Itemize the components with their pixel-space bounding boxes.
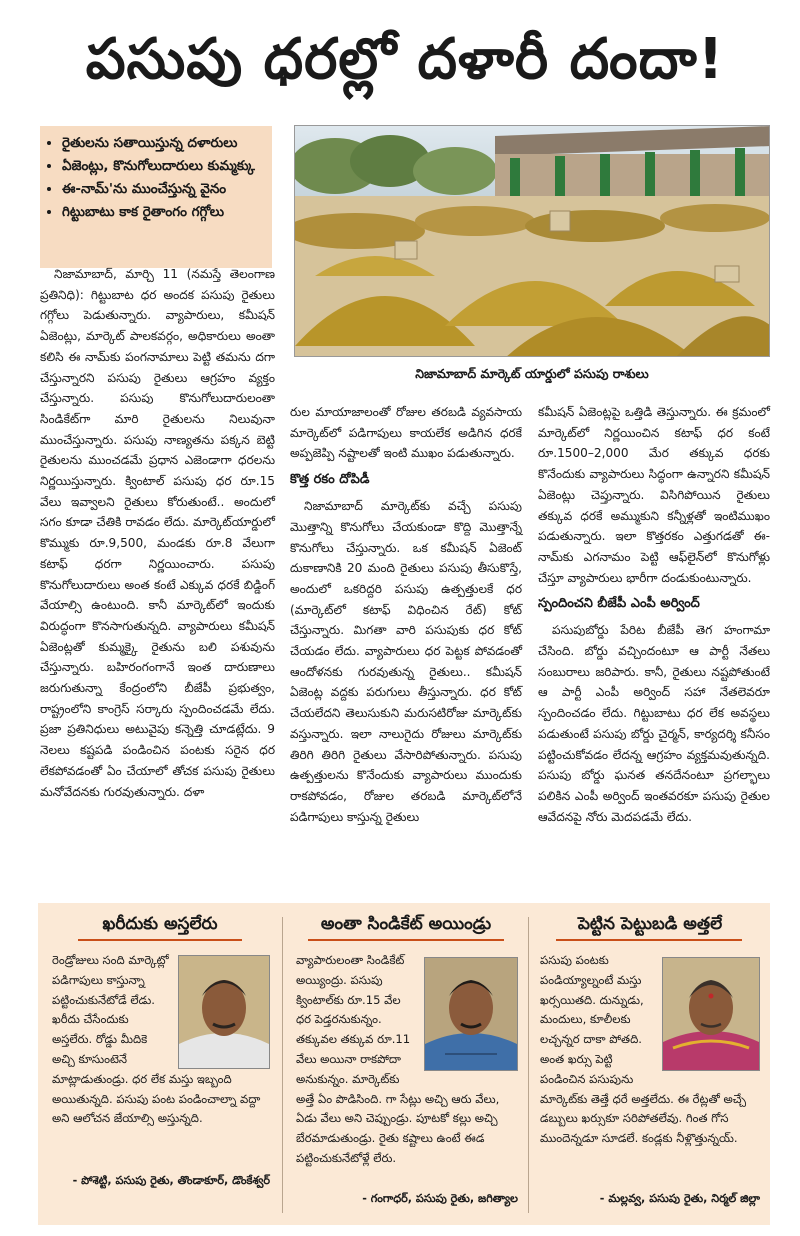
article-column-3	[538, 402, 770, 827]
farmer-quotes-box	[38, 903, 770, 1225]
quote-signature: - మల్లవ్వ, పసుపు రైతు, నిర్మల్ జిల్లా	[599, 1192, 760, 1205]
quote-title: పెట్టిన పెట్టుబడి అత్తలే	[577, 914, 723, 934]
quote-text: రెండ్రోజులు సంది మార్కెట్లో పడిగాపులు కాస్తున్నా పట్టించుకునేటోడే లేడు. ఖరీదు చేసేందుకు అస్తలేరు. రోడ్డు మీదికె అచ్చి కూసుంటెనే మాట్లాడుతుండ్రు. ధర లేక మస్తు ఇబ్బంది అయితున్నది. పసుపు పంట పండించాల్నా వద్దా అని ఆలోచన జేయాల్సి అస్తున్నది.	[52, 953, 261, 1126]
article-paragraph: నిజామాబాద్ మార్కెట్‌కు వచ్చే పసుపు మొత్తాన్ని కొనుగోలు చేయకుండా కొద్ది మొత్తాన్నే కొనుగోలు చేస్తున్నారు. ఒక కమీషన్ ఏజెంట్ దుకాణానికి 20 మంది రైతులు పసుపు తీసుకొస్తే, అందులో ఒకరిద్దరి పసుపు ఉత్పత్తులకే ధర (మార్కెట్‌లో కటాఫ్ విధించిన రేట్) కోట్ చేస్తున్నారు. మిగతా వారి పసుపుకు ధర కోట్ చేయడం లేదు. వ్యాపారులు ధర పెట్టక పోవడంతో ఆందోళనకు గురవుతున్న రైతులు.. కమీషన్ ఏజెంట్ల వద్దకు పరుగులు తీస్తున్నారు. ధర కోట్ చేయలేదని తెలుసుకుని మరుసటిరోజు మార్కెట్‌కు వస్తున్నారు. ఇలా నాలుగైదు రోజులు మార్కెట్‌కు తిరిగి తిరిగి రైతులు వేసారిపోతున్నారు. పసుపు ఉత్పత్తులను కొనేందుకు వ్యాపారులు ముందుకు రాకపోవడం, రోజుల తరబడి మార్కెట్‌లోనే పడిగాపులు కాస్తున్న రైతులు	[290, 499, 522, 824]
highlight-item: • ఈ-నామ్‌'ను ముంచేస్తున్న వైనం	[62, 178, 264, 201]
turmeric-heaps-illustration	[295, 126, 770, 357]
article-paragraph: నిజామాబాద్, మార్చి 11 (నమస్తే తెలంగాణ ప్రతినిధి): గిట్టుబాట ధర అందక పసుపు రైతులు గగ్గోలు పెడుతున్నారు. వ్యాపారులు, కమీషన్ ఏజెంట్లు, మార్కెట్ పాలకవర్గం, అధికారులు అంతా కలిసి ఈ నామ్‌కు పంగనామాలు పెట్టి తమను దగా చేస్తున్నారని పసుపు రైతులు ఆగ్రహం వ్యక్తం చేస్తున్నారు. పసుపు కొనుగోలుదారులంతా సిండికేట్‌గా మారి రైతులను నిలువునా ముంచేస్తున్నారు. పసుపు నాణ్యతను పక్కన బెట్టి రైతులను ముంచడమే ప్రధాన ఎజెండాగా ధరలను నిర్ణయిస్తున్నారు. క్వింటాల్ పసుపు ధర రూ.15 వేలు ఇవ్వాలని రైతులు కోరుతుంటే.. అందులో సగం కూడా చేతికి రావడం లేదు. మార్కెట్‌యార్డులో కొమ్ముకు రూ.9,500, మండకు రూ.8 వేలుగా కటాఫ్ ధరగా నిర్ణయించారు. పసుపు కొనుగోలుదారులు అంత కంటే ఎక్కువ ధరకే బిడ్డింగ్ వేయాల్సి ఉంటుంది. కానీ మార్కెట్‌లో ఇందుకు విరుద్ధంగా కొనసాగుతున్నది. వ్యాపారులు కమీషన్ ఏజెంట్లతో కుమ్మక్కై రైతును బలి పశువును చేస్తున్నారు. బహిరంగంగానే ఇంత దారుణాలు జరుగుతున్నా కేంద్రంలోని బీజేపీ ప్రభుత్వం, రాష్ట్రంలోని కాంగ్రెస్ సర్కారు స్పందించడమే లేదు. ప్రజా ప్రతినిధులు అటువైపు కన్నెత్తి చూడట్లేదు. 9 నెలలు కష్టపడి పండించిన పంటకు సరైన ధర లేకపోవడంతో ఏం చేయాలో తోచక పసుపు రైతులు మనోవేదనకు గురవుతున్నారు. దళా	[40, 267, 275, 799]
quote-title: ఖరీదుకు అస్తలేరు	[102, 914, 218, 934]
quote-text: పసుపు పంటకు పండియ్యాల్నంటే మస్తు ఖర్సయితది. దున్నుడు, మందులు, కూలీలకు లచ్చన్నర దాకా పోతది. అంత ఖర్సు పెట్టి పండించిన పసుపును మార్కెట్‌కు తెత్తే ధరే అత్తలేదు. ఈ రేట్లతో అచ్చే డబ్బులు ఖర్సుకూ సరిపోతలేవు. గింత గోస ముందెన్నడూ సూడలే. కండ్లకు నీళ్లొత్తున్నయ్.	[540, 953, 747, 1146]
highlights-box	[40, 126, 272, 268]
quote-title: అంతా సిండికేట్ అయిండ్రు	[320, 914, 492, 934]
article-column-2	[290, 402, 522, 827]
quote-text-area	[296, 951, 518, 1181]
highlight-item: • ఏజెంట్లు, కొనుగోలుదారులు కుమ్మక్కు	[62, 155, 264, 178]
farmer-portrait	[424, 957, 518, 1071]
article-paragraph: రుల మాయాజాలంతో రోజుల తరబడి వ్యవసాయ మార్కెట్‌లో పడిగాపులు కాయలేక అడిగిన ధరకే అప్పజెప్పి నష్టాలతో ఇంటి ముఖం పడుతున్నారు.	[290, 405, 522, 461]
quote-signature: - పోశెట్టి, పసుపు రైతు, తొండాకూర్, డొంకేశ్వర్	[72, 1174, 270, 1187]
highlight-item: • రైతులను సతాయిస్తున్న దళారులు	[62, 132, 264, 155]
quote-panel	[530, 903, 770, 1225]
title-underline	[308, 939, 504, 941]
panel-divider	[528, 917, 529, 1213]
title-underline	[556, 939, 742, 941]
quote-text: వ్యాపారులంతా సిండికేట్ అయ్యింద్రు. పసుపు క్వింటాల్‌కు రూ.15 వేల ధర పెడ్తరనుకున్నం. తక్కువల తక్కువ రూ.11 వేలు అయినా రాకపోదా అనుకున్నం. మార్కెట్‌కు అత్తే ఏం పొడిసింది. గా సేట్లు అచ్చి ఆరు వేలు, ఏడు వేలు అని చెప్పుండ్రు. పూటకో కల్లు అచ్చి బేరమాడుతుండ్రు. రైతు కష్టాలు ఉంటే ఈడ పట్టించుకునేటోళ్లే లేరు.	[296, 953, 500, 1165]
article-column-1	[40, 264, 275, 802]
quote-text-area	[52, 951, 270, 1171]
photo-caption: నిజామాబాద్ మార్కెట్ యార్డులో పసుపు రాశులు	[415, 366, 649, 381]
highlight-item: • గిట్టుబాటు కాక రైతాంగం గగ్గోలు	[62, 201, 264, 224]
market-yard-photo	[294, 125, 770, 357]
headline: పసుపు ధరల్లో దళారీ దందా!	[85, 27, 725, 92]
quote-panel	[284, 903, 528, 1225]
subheading: స్పందించని బీజేపీ ఎంపీ అర్వింద్	[538, 596, 700, 612]
quote-text-area	[540, 951, 760, 1181]
panel-divider	[282, 917, 283, 1213]
article-paragraph: కమీషన్ ఏజెంట్లపై ఒత్తిడి తెస్తున్నారు. ఈ క్రమంలో మార్కెట్‌లో నిర్ణయించిన కటాఫ్ ధర కంటే రూ.1500–2,000 మేర తక్కువ ధరకు కొనేందుకు వ్యాపారులు సిద్ధంగా ఉన్నారని కమీషన్ ఏజెంట్లు చెప్తున్నారు. విసిగిపోయిన రైతులు తక్కువ ధరకే అమ్ముకుని కన్నీళ్లతో ఇంటిముఖం పడుతున్నారు. ఇలా కొత్తరకం ఎత్తుగడతో ఈ-నామ్‌కు ఎగనామం పెట్టి ఆఫ్‌లైన్‌లో కొనుగోళ్లు చేస్తూ వ్యాపారులు భారీగా దండుకుంటున్నారు.	[538, 405, 770, 585]
article-paragraph: పసుపుబోర్డు పేరిట బీజేపీ తెగ హంగామా చేసింది. బోర్డు వచ్చిందంటూ ఆ పార్టీ నేతలు సంబురాలు జరిపారు. కానీ, రైతులు నష్టపోతుంటే ఆ పార్టీ ఎంపీ అర్వింద్ సహా నేతలెవరూ స్పందించడం లేదు. గిట్టుబాటు ధర లేక అవస్థలు పడుతుంటే పసుపు బోర్డు చైర్మన్, కార్యదర్శి కనీసం పట్టించుకోవడం లేదన్న ఆగ్రహం వ్యక్తమవుతున్నది. పసుపు బోర్డు ఘనత తనదేనంటూ ప్రగల్భాలు పలికిన ఎంపీ అర్వింద్ ఇంతవరకూ పసుపు రైతుల ఆవేదనపై నోరు మెదపడమే లేదు.	[538, 623, 770, 824]
subheading: కొత్త రకం దోపిడీ	[290, 472, 370, 488]
quote-signature: - గంగాధర్, పసుపు రైతు, జగిత్యాల	[362, 1192, 518, 1205]
title-underline	[78, 939, 242, 941]
farmer-portrait	[178, 955, 270, 1069]
quote-panel	[38, 903, 282, 1225]
farmer-portrait	[662, 957, 760, 1071]
